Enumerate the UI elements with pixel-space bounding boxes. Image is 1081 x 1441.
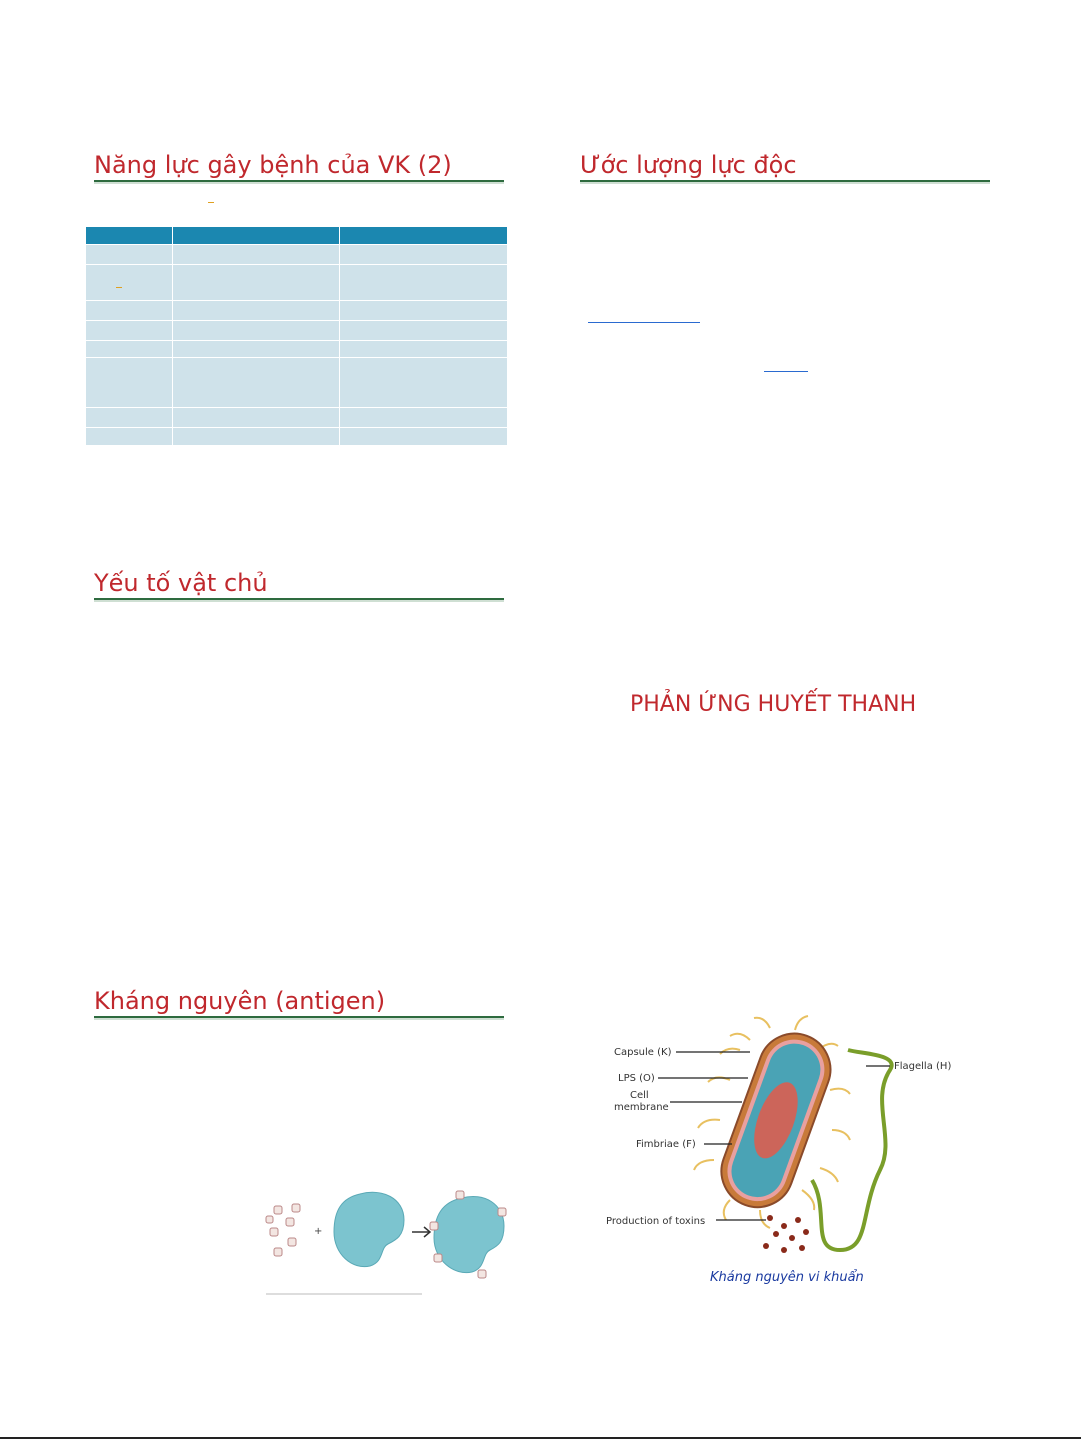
- slide-bacterial-antigen: [580, 1010, 1000, 1300]
- slide-title: Năng lực gây bệnh của VK (2): [94, 150, 504, 182]
- cell-membrane-label-2: membrane: [614, 1102, 669, 1113]
- bacterium-diagram: [580, 1010, 1000, 1260]
- slide-serology: [572, 568, 1002, 948]
- bound-cell-shape: [434, 1196, 504, 1272]
- table-row: [86, 341, 508, 358]
- table-row: [86, 358, 508, 408]
- link-underline[interactable]: [764, 371, 808, 372]
- diagram-caption: Kháng nguyên vi khuẩn: [710, 1270, 864, 1285]
- slide-virulence: [572, 150, 1002, 530]
- lps-label: LPS (O): [618, 1073, 655, 1084]
- table-header-row: [86, 227, 508, 245]
- cell-mark: [116, 287, 122, 288]
- fimbriae-label: Fimbriae (F): [636, 1139, 696, 1150]
- table-row: [86, 265, 508, 301]
- table-row: [86, 301, 508, 321]
- arrow-icon: [412, 1227, 430, 1237]
- footnote-mark: [208, 202, 214, 203]
- table-row: [86, 408, 508, 428]
- page-bottom-rule: [0, 1437, 1081, 1439]
- capsule-label: Capsule (K): [614, 1047, 672, 1058]
- slide-title: Yếu tố vật chủ: [94, 568, 504, 600]
- antigen-binding-figure: [262, 1186, 508, 1298]
- plus-icon: +: [314, 1226, 323, 1237]
- slide-title: Ước lượng lực độc: [580, 150, 990, 182]
- pathogenicity-table: [86, 227, 508, 446]
- section-heading: PHẢN ỨNG HUYẾT THANH: [630, 692, 917, 717]
- flagella-label: Flagella (H): [894, 1061, 952, 1072]
- slide-pathogenicity: [86, 150, 516, 530]
- table-row: [86, 245, 508, 265]
- antigen-particles: [266, 1204, 300, 1256]
- table-row: [86, 428, 508, 446]
- slide-host: [86, 568, 516, 948]
- slide-title: Kháng nguyên (antigen): [94, 986, 504, 1018]
- toxin-dots: [763, 1215, 809, 1253]
- slide-antigen: [86, 986, 516, 1366]
- table-row: [86, 321, 508, 341]
- link-underline[interactable]: [588, 322, 700, 323]
- toxins-label: Production of toxins: [606, 1216, 706, 1227]
- cell-shape: [334, 1192, 404, 1266]
- cell-membrane-label: Cell: [630, 1090, 649, 1101]
